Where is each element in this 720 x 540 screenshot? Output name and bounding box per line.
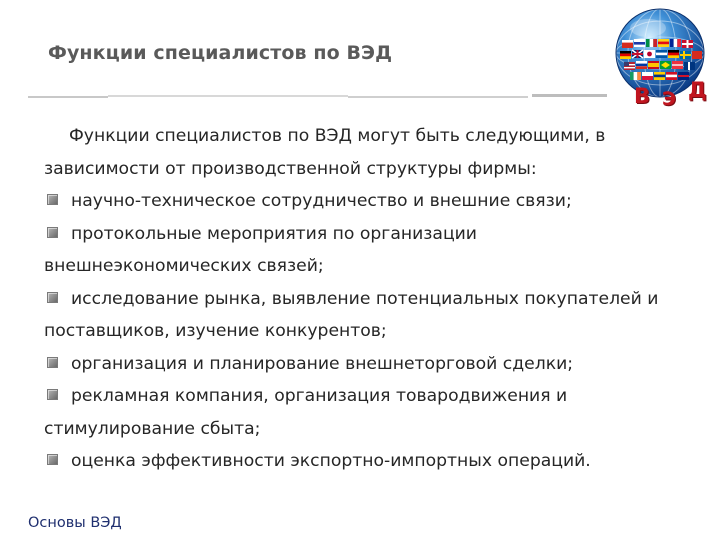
square-bullet-icon [47,194,58,205]
logo-letter: Э [662,88,676,110]
list-item [44,218,684,283]
slide-footer: Основы ВЭД [28,515,122,531]
slide-body [44,120,684,478]
list-item-text: научно-техническое сотрудничество и внешние связи; [71,191,572,211]
list-item-text: рекламная компания, организация товародвижения и стимулирование сбыта; [44,386,568,439]
list-item [44,283,684,348]
square-bullet-icon [47,454,58,465]
list-item-text: организация и планирование внешнеторговой сделки; [71,353,574,374]
divider-line [532,94,607,97]
list-item [44,445,684,478]
divider-line [28,96,108,98]
square-bullet-icon [47,389,58,400]
slide-title: Функции специалистов по ВЭД [48,42,393,64]
square-bullet-icon [47,357,58,368]
divider-line [108,95,348,97]
list-item-text: исследование рынка, выявление потенциальных покупателей и поставщиков, изучение конкурентов; [44,288,659,341]
intro-paragraph: Функции специалистов по ВЭД могут быть следующими, в зависимости от производственной структуры фирмы: [44,126,606,179]
list-item [44,380,684,445]
square-bullet-icon [47,227,58,238]
list-item [44,185,684,218]
list-item [44,348,684,381]
logo-letter: Д [688,78,707,102]
list-item-text: оценка эффективности экспортно-импортных операций. [71,451,591,471]
divider-line [348,96,528,98]
list-item-text: протокольные мероприятия по организации внешнеэкономических связей; [44,223,477,276]
logo-wordmark [632,78,720,108]
logo-letter: В [634,84,651,108]
square-bullet-icon [47,292,58,303]
